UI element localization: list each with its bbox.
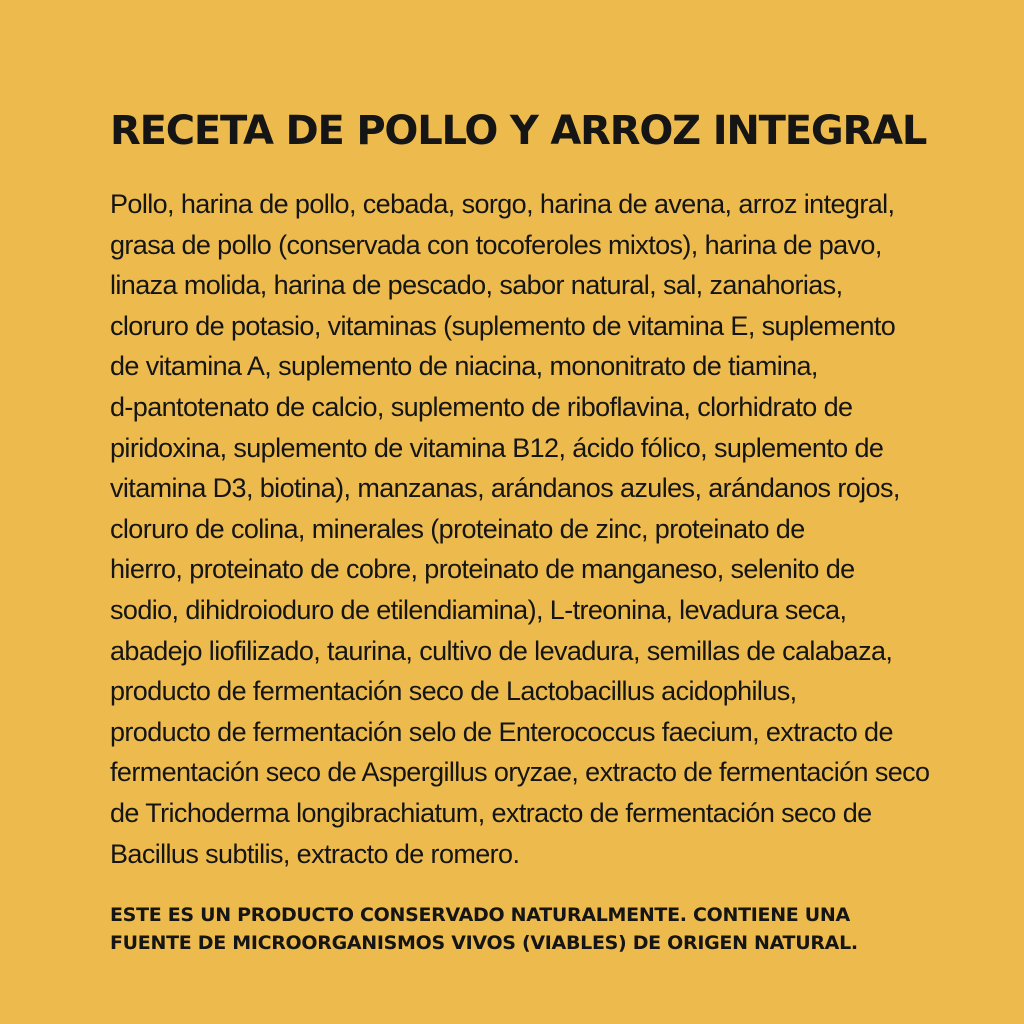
notice-line: ESTE ES UN PRODUCTO CONSERVADO NATURALMENTE. CONTIENE UNA bbox=[110, 904, 850, 926]
ingredients-line: de vitamina A, suplemento de niacina, mononitrato de tiamina, bbox=[110, 351, 818, 382]
ingredients-line: Bacillus subtilis, extracto de romero. bbox=[110, 838, 520, 869]
recipe-title: RECETA DE POLLO Y ARROZ INTEGRAL bbox=[110, 108, 927, 154]
ingredients-line: cloruro de colina, minerales (proteinato de zinc, proteinato de bbox=[110, 513, 805, 544]
ingredients-line: piridoxina, suplemento de vitamina B12, ácido fólico, suplemento de bbox=[110, 432, 884, 463]
ingredients-line: abadejo liofilizado, taurina, cultivo de levadura, semillas de calabaza, bbox=[110, 635, 893, 666]
ingredients-line: fermentación seco de Aspergillus oryzae, extracto de fermentación seco bbox=[110, 757, 930, 788]
ingredients-line: producto de fermentación seco de Lactobacillus acidophilus, bbox=[110, 676, 797, 707]
ingredients-line: hierro, proteinato de cobre, proteinato de manganeso, selenito de bbox=[110, 554, 855, 585]
ingredients-line: sodio, dihidroioduro de etilendiamina), L-treonina, levadura seca, bbox=[110, 594, 847, 625]
ingredients-line: grasa de pollo (conservada con tocoferoles mixtos), harina de pavo, bbox=[110, 229, 882, 260]
ingredients-line: Pollo, harina de pollo, cebada, sorgo, harina de avena, arroz integral, bbox=[110, 189, 895, 219]
ingredients-line: vitamina D3, biotina), manzanas, arándanos azules, arándanos rojos, bbox=[110, 473, 900, 504]
notice-line: FUENTE DE MICROORGANISMOS VIVOS (VIABLES) DE ORIGEN NATURAL. bbox=[110, 932, 858, 954]
preservation-notice bbox=[110, 901, 950, 957]
ingredients-line: cloruro de potasio, vitaminas (suplemento de vitamina E, suplemento bbox=[110, 310, 896, 341]
ingredients-line: de Trichoderma longibrachiatum, extracto de fermentación seco de bbox=[110, 797, 872, 828]
ingredients-list bbox=[110, 184, 950, 874]
ingredients-line: linaza molida, harina de pescado, sabor natural, sal, zanahorias, bbox=[110, 270, 843, 301]
ingredients-line: producto de fermentación selo de Enterococcus faecium, extracto de bbox=[110, 716, 893, 747]
ingredients-line: d-pantotenato de calcio, suplemento de riboflavina, clorhidrato de bbox=[110, 391, 853, 422]
